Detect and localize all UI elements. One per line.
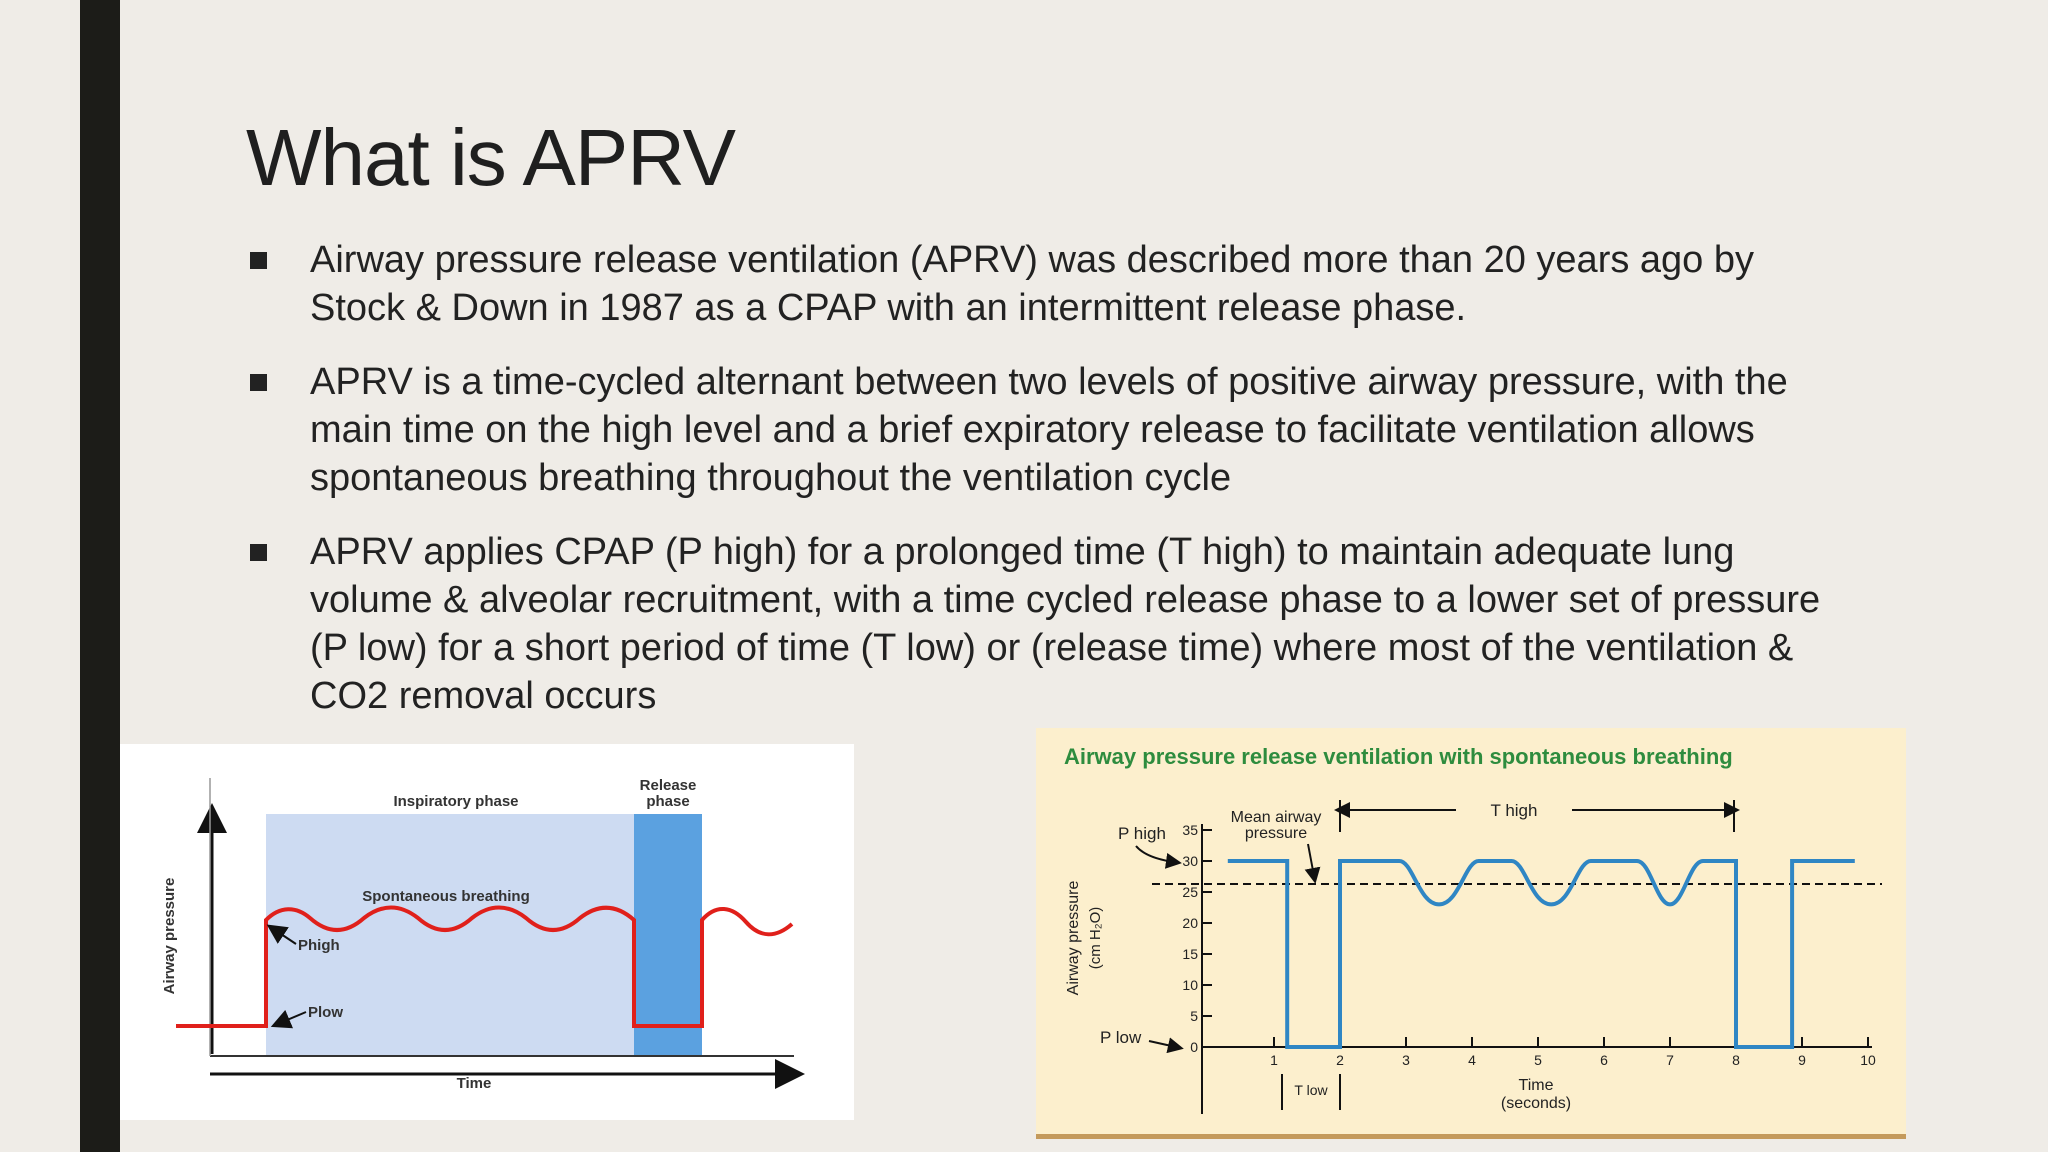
p-low-label: P low — [1100, 1028, 1142, 1047]
y-tick-label: 5 — [1190, 1008, 1198, 1024]
slide-title: What is APRV — [246, 113, 735, 202]
p-low-pointer-arrow — [1149, 1041, 1176, 1047]
chart-x-label-line2: (seconds) — [1500, 1095, 1572, 1112]
x-tick-label: 8 — [1732, 1052, 1740, 1068]
y-tick-group — [1182, 822, 1212, 1055]
release-phase-label-line2: phase — [646, 793, 690, 810]
x-tick-label: 5 — [1534, 1052, 1542, 1068]
aprv-phases-diagram — [120, 744, 854, 1120]
square-bullet-icon — [250, 544, 267, 561]
y-tick-label: 25 — [1182, 884, 1198, 900]
mean-airway-label-line2: pressure — [1244, 825, 1308, 842]
y-tick-label: 20 — [1182, 915, 1198, 931]
square-bullet-icon — [250, 252, 267, 269]
pressure-waveform-spontaneous — [1228, 861, 1855, 1047]
aprv-phases-svg — [120, 744, 854, 1120]
chart-y-label-line1: Airway pressure — [1065, 880, 1082, 996]
x-tick-label: 3 — [1402, 1052, 1410, 1068]
inspiratory-phase-label: Inspiratory phase — [393, 793, 519, 810]
mean-airway-label-line1: Mean airway — [1230, 809, 1322, 826]
plow-label: Plow — [308, 1004, 344, 1021]
y-tick-label: 15 — [1182, 946, 1198, 962]
x-tick-label: 6 — [1600, 1052, 1608, 1068]
p-high-label: P high — [1118, 824, 1166, 843]
x-tick-label: 10 — [1860, 1052, 1876, 1068]
mean-airway-pointer-arrow — [1308, 844, 1314, 876]
x-tick-label: 1 — [1270, 1052, 1278, 1068]
x-tick-label: 7 — [1666, 1052, 1674, 1068]
bullet-text: APRV applies CPAP (P high) for a prolonged time (T high) to maintain adequate lung volume & alveolar recruitment, with a time cycled release phase to a lower set of pressure (P low) for a short period of time (T low) or (release time) where most of the ventilation & CO2 removal occurs — [310, 531, 1821, 717]
accent-side-bar — [80, 0, 120, 1152]
t-low-label: T low — [1294, 1082, 1328, 1098]
bullet-text: Airway pressure release ventilation (APRV) was described more than 20 years ago by Stock & Down in 1987 as a CPAP with an intermittent release phase. — [310, 239, 1754, 329]
x-tick-group — [1270, 1037, 1876, 1068]
x-tick-label: 2 — [1336, 1052, 1344, 1068]
square-bullet-icon — [250, 374, 267, 391]
y-tick-label: 0 — [1190, 1039, 1198, 1055]
bullet-item — [246, 358, 1826, 502]
bullet-item — [246, 236, 1826, 332]
bullet-text: APRV is a time-cycled alternant between two levels of positive airway pressure, with the main time on the high level and a brief expiratory release to facilitate ventilation allows spontaneous breathing throughout the ventilation cycle — [310, 361, 1788, 499]
y-tick-label: 30 — [1182, 853, 1198, 869]
release-phase-label-line1: Release — [639, 777, 697, 794]
bullet-list — [246, 236, 1826, 746]
p-high-pointer-arrow — [1136, 846, 1174, 862]
release-phase-region — [634, 814, 702, 1056]
chart-y-label-line2: (cm H₂O) — [1087, 906, 1104, 970]
chart-x-label-line1: Time — [1518, 1077, 1554, 1094]
bullet-item — [246, 528, 1826, 720]
y-axis-label: Airway pressure — [161, 877, 178, 995]
aprv-spontaneous-chart — [1036, 728, 1906, 1139]
x-tick-label: 9 — [1798, 1052, 1806, 1068]
aprv-chart-svg — [1036, 728, 1906, 1134]
chart-title: Airway pressure release ventilation with spontaneous breathing — [1064, 744, 1733, 769]
y-tick-label: 35 — [1182, 822, 1198, 838]
spontaneous-breathing-label: Spontaneous breathing — [362, 888, 530, 905]
x-axis-label: Time — [456, 1075, 492, 1092]
x-tick-label: 4 — [1468, 1052, 1476, 1068]
phigh-label: Phigh — [298, 937, 340, 954]
y-tick-label: 10 — [1182, 977, 1198, 993]
t-high-label: T high — [1490, 801, 1538, 820]
